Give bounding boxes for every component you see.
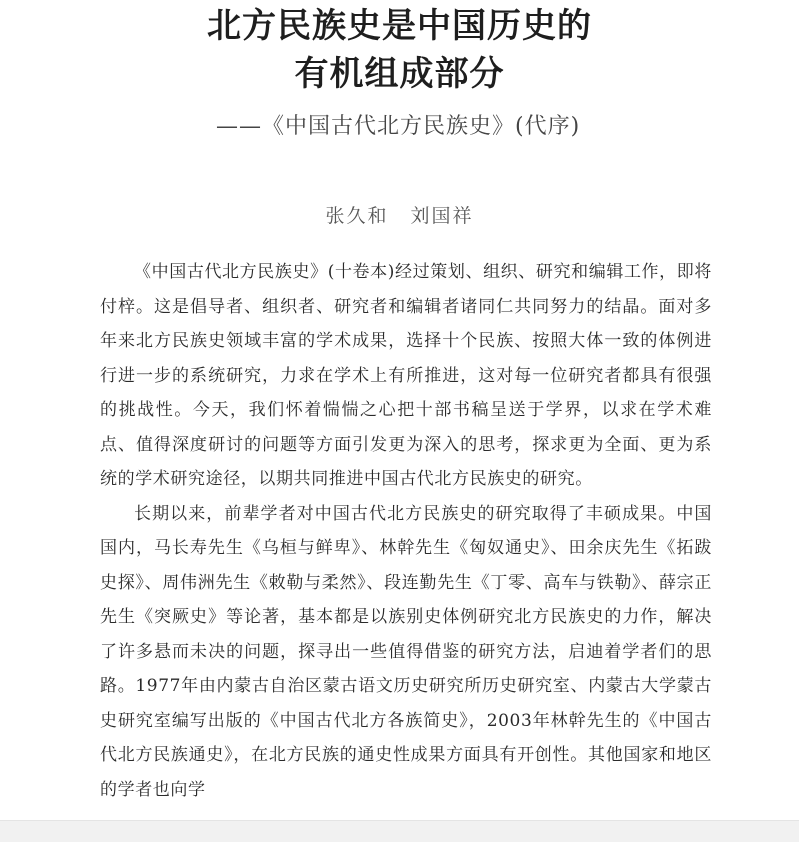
document-title-line-1: 北方民族史是中国历史的 [207,6,592,46]
paragraph-2: 长期以来，前辈学者对中国古代北方民族史的研究取得了丰硕成果。中国国内，马长寿先生《乌桓与鲜卑》、林幹先生《匈奴通史》、田余庆先生《拓跋史探》、周伟洲先生《敕勒与柔然》、段连勤先生《丁零、高车与铁勒》、薛宗正先生《突厥史》等论著，基本都是以族别史体例研究北方民族史的力作，解决了许多悬而未决的问题，探寻出一些值得借鉴的研究方法，启迪着学者们的思路。1977年由内蒙古自治区蒙古语文历史研究所历史研究室、内蒙古大学蒙古史研究室编写出版的《中国古代北方各族简史》，2003年林幹先生的《中国古代北方民族通史》，在北方民族的通史性成果方面具有开创性。其他国家和地区的学者也向学 [100,503,712,800]
paragraph-1: 《中国古代北方民族史》(十卷本)经过策划、组织、研究和编辑工作，即将付梓。这是倡导者、组织者、研究者和编辑者诸同仁共同努力的结晶。面对多年来北方民族史领域丰富的学术成果，选择十个民族、按照大体一致的体例进行进一步的系统研究，力求在学术上有所推进，这对每一位研究者都具有很强的挑战性。今天，我们怀着惴惴之心把十部书稿呈送于学界，以求在学术难点、值得深度研讨的问题等方面引发更为深入的思考，探求更为全面、更为系统的学术研究途径，以期共同推进中国古代北方民族史的研究。 [100,262,712,489]
viewer-bottom-bar [0,820,799,842]
author-name-2: 刘国祥 [410,205,474,227]
document-subtitle: ——《中国古代北方民族史》(代序) [216,114,581,139]
document-title-line-2: 有机组成部分 [294,54,505,94]
author-name-1: 张久和 [325,205,389,227]
body-text [100,255,712,807]
author-line [0,202,799,230]
